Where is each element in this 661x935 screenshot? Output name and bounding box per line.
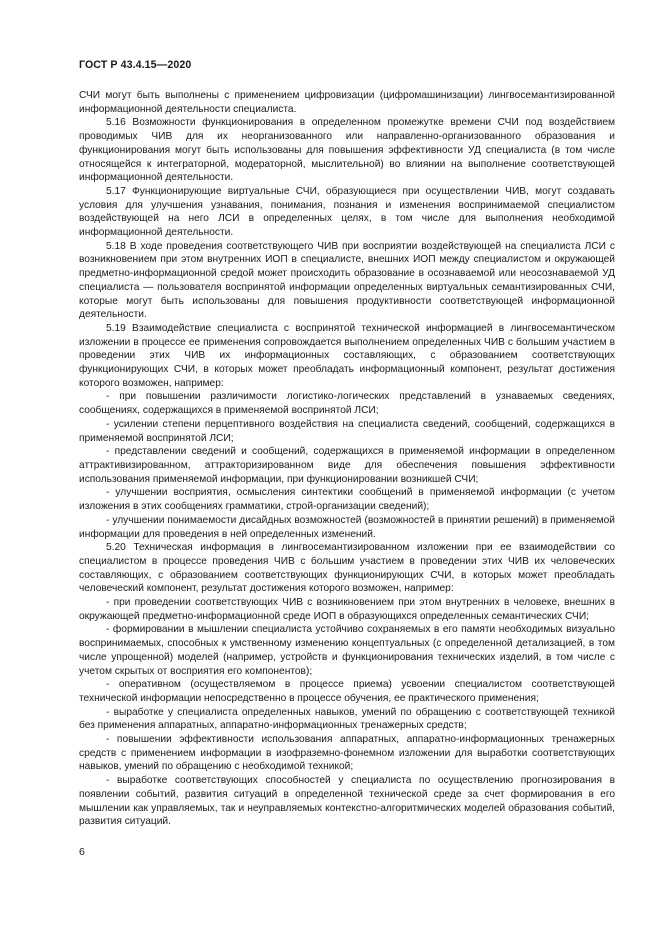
list-item: - оперативном (осуществляемом в процессе приема) усвоении специалистом соответствующей технической информации непосредственно в процессе обучения, ее практического применения; [79,679,615,704]
document-header: ГОСТ Р 43.4.15—2020 [79,59,192,71]
list-item: - формировании в мышлении специалиста устойчиво сохраняемых в его памяти необходимых визуально воспринимаемых, способных к умственному изменению концептуальных (с определенной детализацией, в том числе упрощенной) моделей (например, устройств и функционирования технических изделий, в том числе с учетом скрытых от восприятия его компонентов); [79,624,615,677]
list-item: - улучшении понимаемости дисайдных возможностей (возможностей в принятии решений) в применяемой информации для проведения в ней определенных изменений. [79,514,615,540]
paragraph: 5.18 В ходе проведения соответствующего ЧИВ при восприятии воздействующей на специалиста ЛСИ с возникновением при этом внутренних ИОП в специалисте, внешних ИОП между специалистом и окружающей предметно-информационной средой может происходить образование в осознаваемой или неосознаваемой УД специалиста — пользователя воспринятой информации определенных виртуальных семантизированных СЧИ, которые могут быть использованы для повышения продуктивности соответствующей информационной деятельности. [79,240,615,321]
list-item: - усилении степени перцептивного воздействия на специалиста сведений, сообщений, содержащихся в применяемой воспринятой ЛСИ; [79,418,615,444]
list-item: - представлении сведений и сообщений, содержащихся в применяемой информации в определенном аттрактивизированном, аттракторизированном виде для обеспечения повышения эффективности использования применяемой информации, при функционировании возникшей СЧИ; [79,446,615,485]
document-body [79,89,615,829]
list-item: - улучшении восприятия, осмысления синтектики сообщений в применяемой информации (с учетом изложения в этих сообщениях грамматики, строй-организации сведений); [79,487,615,513]
paragraph: 5.16 Возможности функционирования в определенном промежутке времени СЧИ под воздействием проводимых ЧИВ для их неорганизованного или направленно-организованного образования и функционирования могут быть использованы для повышения эффективности УД специалиста (в том числе относящейся к интеграторной, модераторной, мыслительной) во влиянии на выполнение соответствующей информационной деятельности. [79,117,615,184]
paragraph: СЧИ могут быть выполнены с применением цифровизации (цифромашинизации) лингвосемантизированной информационной деятельности специалиста. [79,90,615,115]
list-item: - при проведении соответствующих ЧИВ с возникновением при этом внутренних в человеке, внешних в окружающей предметно-информационной среде ИОП в образующихся определенных семантических СЧИ; [79,597,615,622]
list-item: - выработке у специалиста определенных навыков, умений по обращению с соответствующей техникой без применения аппаратных, аппаратно-информационных тренажерных средств; [79,706,615,732]
page-number: 6 [79,846,85,858]
list-item: - повышении эффективности использования аппаратных, аппаратно-информационных тренажерных средств с применением информации в изофраземно-фонемном изложении для выработки соответствующих навыков, умений по обращению с необходимой техникой; [79,734,615,773]
paragraph: 5.19 Взаимодействие специалиста с воспринятой технической информацией в лингвосемантическом изложении в процессе ее применения сопровождается выполнением определенных ЧИВ с большим участием в проведении этих ЧИВ их информационных составляющих, с образованием соответствующих функционирующих СЧИ, в которых может преобладать информационный компонент, результат достижения которого возможен, например: [79,322,615,389]
paragraph: 5.17 Функционирующие виртуальные СЧИ, образующиеся при осуществлении ЧИВ, могут создавать условия для улучшения узнавания, понимания, познания и изменения воспринимаемой специалистом воздействующей на него ЛСИ в определенных целях, в том числе для выполнения необходимой информационной деятельности. [79,185,615,239]
list-item: - при повышении различимости логистико-логических представлений в узнаваемых сведениях, сообщениях, содержащихся в применяемой воспринятой ЛСИ; [79,391,615,417]
list-item: - выработке соответствующих способностей у специалиста по осуществлению прогнозирования в появлении событий, развития ситуаций в определенной технической среде за счет формирования в его мышлении как управляемых, так и неуправляемых контекстно-алгоритмических моделей образования событий, развития ситуаций. [79,775,615,828]
paragraph: 5.20 Техническая информация в лингвосемантизированном изложении при ее взаимодействии со специалистом в процессе проведения ЧИВ с большим участием в проведении этих ЧИВ их человеческих составляющих, с образованием соответствующих функционирующих СЧИ, в которых может преобладать человеческий компонент, результат достижения которого возможен, например: [79,542,615,595]
